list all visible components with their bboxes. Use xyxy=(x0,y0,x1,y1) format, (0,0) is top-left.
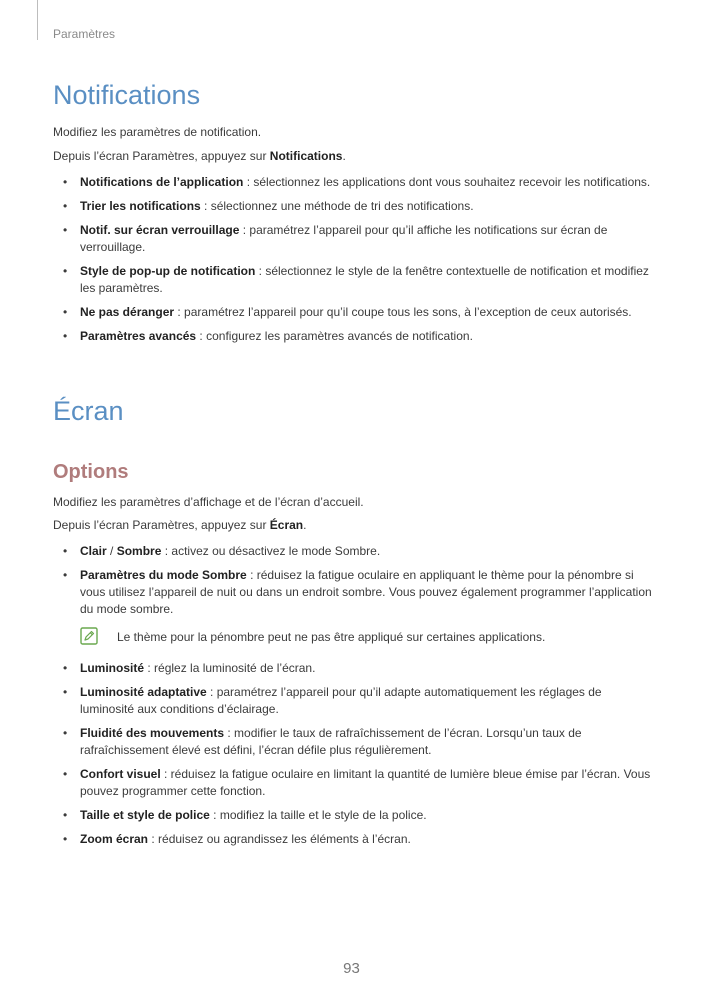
path-prefix: Depuis l’écran Paramètres, appuyez sur xyxy=(53,518,270,532)
section-title-notifications: Notifications xyxy=(53,80,201,110)
list-item-term: Paramètres du mode Sombre xyxy=(80,568,247,582)
list-item-term: Notif. sur écran verrouillage xyxy=(80,223,240,237)
list-item-term: Notifications de l’application xyxy=(80,175,244,189)
list-item: • Zoom écran : réduisez ou agrandissez les éléments à l’écran. xyxy=(63,832,411,846)
list-item-term: Zoom écran xyxy=(80,832,149,846)
list-item: • Paramètres avancés : configurez les paramètres avancés de notification. xyxy=(63,329,473,343)
list-item: • Confort visuel : réduisez la fatigue oculaire en limitant la quantité de lumière bleue émise par l’écran. Vous pouvez programmer cette fonction. xyxy=(63,767,651,798)
list-item-desc: : sélectionnez les applications dont vous souhaitez recevoir les notifications. xyxy=(243,175,651,189)
ecran-list-a xyxy=(53,543,653,625)
ecran-intro: Modifiez les paramètres d’affichage et de l’écran d’accueil. xyxy=(53,495,364,509)
list-item-term: Trier les notifications xyxy=(80,199,201,213)
path-prefix: Depuis l’écran Paramètres, appuyez sur xyxy=(53,149,270,163)
list-item-desc: : configurez les paramètres avancés de notification. xyxy=(196,329,473,343)
list-item-desc: : réduisez la fatigue oculaire en appliquant le thème pour la pénombre si vous utilisez l’appareil de nuit ou dans un endroit sombre. Vous pouvez également programmer l’application du mode sombre. xyxy=(80,568,652,616)
list-item: • Luminosité : réglez la luminosité de l’écran. xyxy=(63,661,316,675)
section-title-ecran: Écran xyxy=(53,396,124,426)
list-item-desc: : activez ou désactivez le mode Sombre. xyxy=(161,544,381,558)
path-target: Notifications xyxy=(269,149,343,163)
list-item: • Paramètres du mode Sombre : réduisez la fatigue oculaire en appliquant le thème pour la pénombre si vous utilisez l’appareil de nuit ou dans un endroit sombre. Vous pouvez également programmer l’application du mode sombre. xyxy=(63,568,652,616)
list-item-term: Paramètres avancés xyxy=(80,329,197,343)
note-box xyxy=(80,627,650,647)
list-item-desc: : sélectionnez une méthode de tri des notifications. xyxy=(200,199,474,213)
list-item-desc: : sélectionnez le style de la fenêtre contextuelle de notification et modifiez les paramètres. xyxy=(80,264,649,295)
list-item: • Fluidité des mouvements : modifier le taux de rafraîchissement de l’écran. Lorsqu’un taux de rafraîchissement élevé est défini, l’écran défile plus régulièrement. xyxy=(63,726,582,757)
list-item-term: Luminosité adaptative xyxy=(80,685,207,699)
path-suffix: . xyxy=(303,518,307,532)
list-item-term: Confort visuel xyxy=(80,767,161,781)
note-pencil-icon xyxy=(80,627,98,645)
list-item: • Notifications de l’application : sélectionnez les applications dont vous souhaitez recevoir les notifications. xyxy=(63,175,651,189)
list-item: • Style de pop-up de notification : sélectionnez le style de la fenêtre contextuelle de notification et modifiez les paramètres. xyxy=(63,264,649,295)
list-item-desc: : réduisez la fatigue oculaire en limitant la quantité de lumière bleue émise par l’écran. Vous pouvez programmer cette fonction. xyxy=(80,767,651,798)
list-item-term: Luminosité xyxy=(80,661,145,675)
list-item-desc: : modifiez la taille et le style de la police. xyxy=(209,808,427,822)
path-suffix: . xyxy=(342,149,346,163)
list-item: • Ne pas déranger : paramétrez l’appareil pour qu’il coupe tous les sons, à l’exception de ceux autorisés. xyxy=(63,305,632,319)
list-item-desc: : paramétrez l’appareil pour qu’il coupe tous les sons, à l’exception de ceux autorisés. xyxy=(174,305,632,319)
list-item: • Luminosité adaptative : paramétrez l’appareil pour qu’il adapte automatiquement les réglages de luminosité aux conditions d’éclairage. xyxy=(63,685,602,716)
note-text: Le thème pour la pénombre peut ne pas être appliqué sur certaines applications. xyxy=(117,630,546,644)
list-item-term: Style de pop-up de notification xyxy=(80,264,256,278)
ecran-path xyxy=(53,518,306,532)
list-item: • Taille et style de police : modifiez la taille et le style de la police. xyxy=(63,808,427,822)
notifications-intro: Modifiez les paramètres de notification. xyxy=(53,125,262,139)
notifications-list xyxy=(53,174,653,352)
list-item-term: Sombre xyxy=(116,544,162,558)
list-item-desc: : paramétrez l’appareil pour qu’il affiche les notifications sur écran de verrouillage. xyxy=(80,223,608,254)
list-item-term: Clair xyxy=(80,544,107,558)
list-item-term: Taille et style de police xyxy=(80,808,210,822)
list-item-term: Fluidité des mouvements xyxy=(80,726,225,740)
list-item: • Notif. sur écran verrouillage : paramétrez l’appareil pour qu’il affiche les notifications sur écran de verrouillage. xyxy=(63,223,608,254)
list-item: • Clair / Sombre : activez ou désactivez le mode Sombre. xyxy=(63,544,381,558)
list-item: • Trier les notifications : sélectionnez une méthode de tri des notifications. xyxy=(63,199,474,213)
list-item-desc: : paramétrez l’appareil pour qu’il adapte automatiquement les réglages de luminosité aux conditions d’éclairage. xyxy=(80,685,602,716)
path-target: Écran xyxy=(269,518,304,532)
ecran-list-b xyxy=(53,660,653,855)
running-header: Paramètres xyxy=(53,27,116,41)
list-item-desc: : réduisez ou agrandissez les éléments à l’écran. xyxy=(148,832,411,846)
margin-rule xyxy=(37,0,38,40)
notifications-path xyxy=(53,149,346,163)
list-item-desc: : modifier le taux de rafraîchissement de l’écran. Lorsqu’un taux de rafraîchissement élevé est défini, l’écran défile plus régulièrement. xyxy=(80,726,582,757)
list-item-term: Ne pas déranger xyxy=(80,305,175,319)
list-item-sep: / xyxy=(106,544,117,558)
list-item-desc: : réglez la luminosité de l’écran. xyxy=(144,661,316,675)
subsection-title-options: Options xyxy=(53,461,129,483)
page-number: 93 xyxy=(343,960,360,977)
